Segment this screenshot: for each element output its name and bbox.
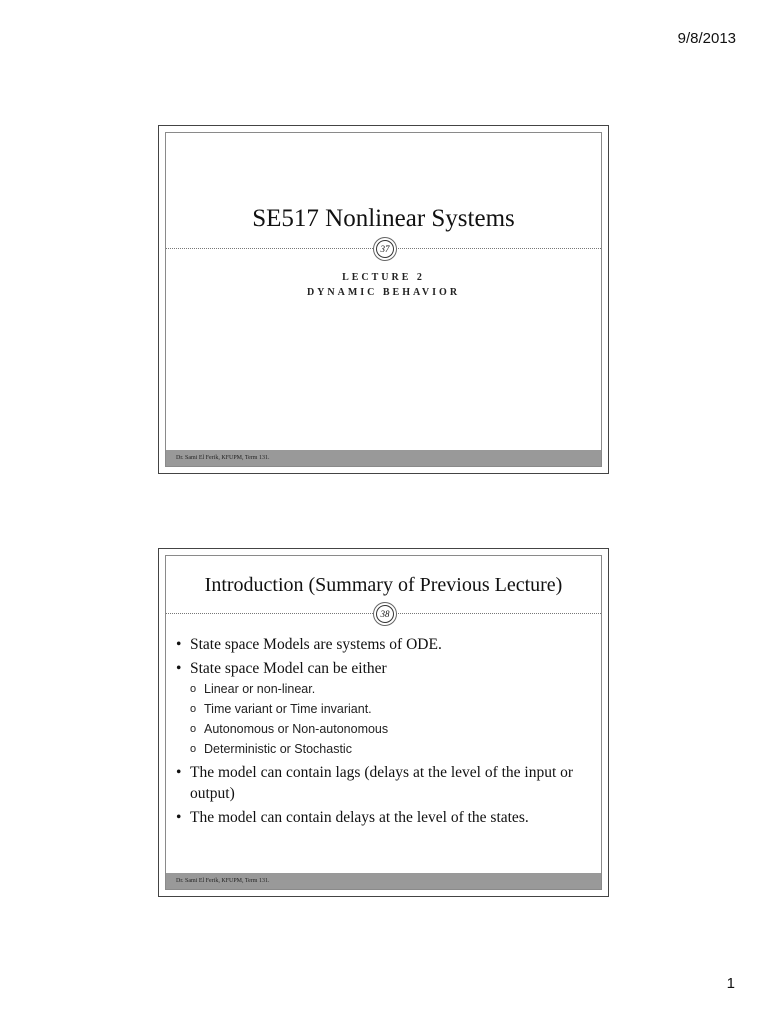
bullet-item — [176, 762, 593, 804]
sub-bullet-text: Autonomous or Non-autonomous — [204, 722, 389, 736]
circle-bullet-icon: o — [190, 743, 197, 755]
bullet-item — [176, 634, 593, 655]
page-number: 1 — [726, 975, 735, 992]
slide-number-badge: 37 — [376, 240, 394, 258]
slide-footer: Dr. Sami El Ferik, KFUPM, Term 131. — [166, 450, 601, 466]
circle-bullet-icon: o — [190, 703, 197, 715]
sub-bullet-item — [176, 719, 593, 739]
bullet-icon: • — [176, 809, 182, 826]
sub-bullet-text: Time variant or Time invariant. — [204, 702, 372, 716]
slide-38 — [158, 548, 609, 897]
slide-frame — [165, 132, 602, 467]
slide-frame — [165, 555, 602, 890]
slide-title: Introduction (Summary of Previous Lecture) — [204, 574, 563, 596]
bullet-item — [176, 807, 593, 828]
sub-bullet-text: Deterministic or Stochastic — [204, 742, 352, 756]
sub-bullet-item — [176, 739, 593, 759]
bullet-icon: • — [176, 636, 182, 653]
bullet-text: The model can contain delays at the level of the states. — [190, 809, 529, 826]
sub-bullet-item — [176, 699, 593, 719]
slide-subtitle-line-2: DYNAMIC BEHAVIOR — [306, 287, 461, 298]
bullet-icon: • — [176, 660, 182, 677]
bullet-list — [176, 634, 593, 828]
slide-number-badge: 38 — [376, 605, 394, 623]
circle-bullet-icon: o — [190, 683, 197, 695]
bullet-text: State space Models are systems of ODE. — [190, 636, 442, 653]
bullet-item — [176, 658, 593, 679]
bullet-text: State space Model can be either — [190, 660, 387, 677]
slide-title: SE517 Nonlinear Systems — [252, 205, 515, 232]
sub-bullet-item — [176, 679, 593, 699]
bullet-icon: • — [176, 764, 182, 781]
circle-bullet-icon: o — [190, 723, 197, 735]
slide-37 — [158, 125, 609, 474]
slide-footer: Dr. Sami El Ferik, KFUPM, Term 131. — [166, 873, 601, 889]
bullet-text: The model can contain lags (delays at the level of the input or output) — [190, 764, 574, 802]
sub-bullet-text: Linear or non-linear. — [204, 682, 316, 696]
slide-subtitle-line-1: LECTURE 2 — [342, 272, 425, 283]
page-date: 9/8/2013 — [677, 30, 736, 47]
